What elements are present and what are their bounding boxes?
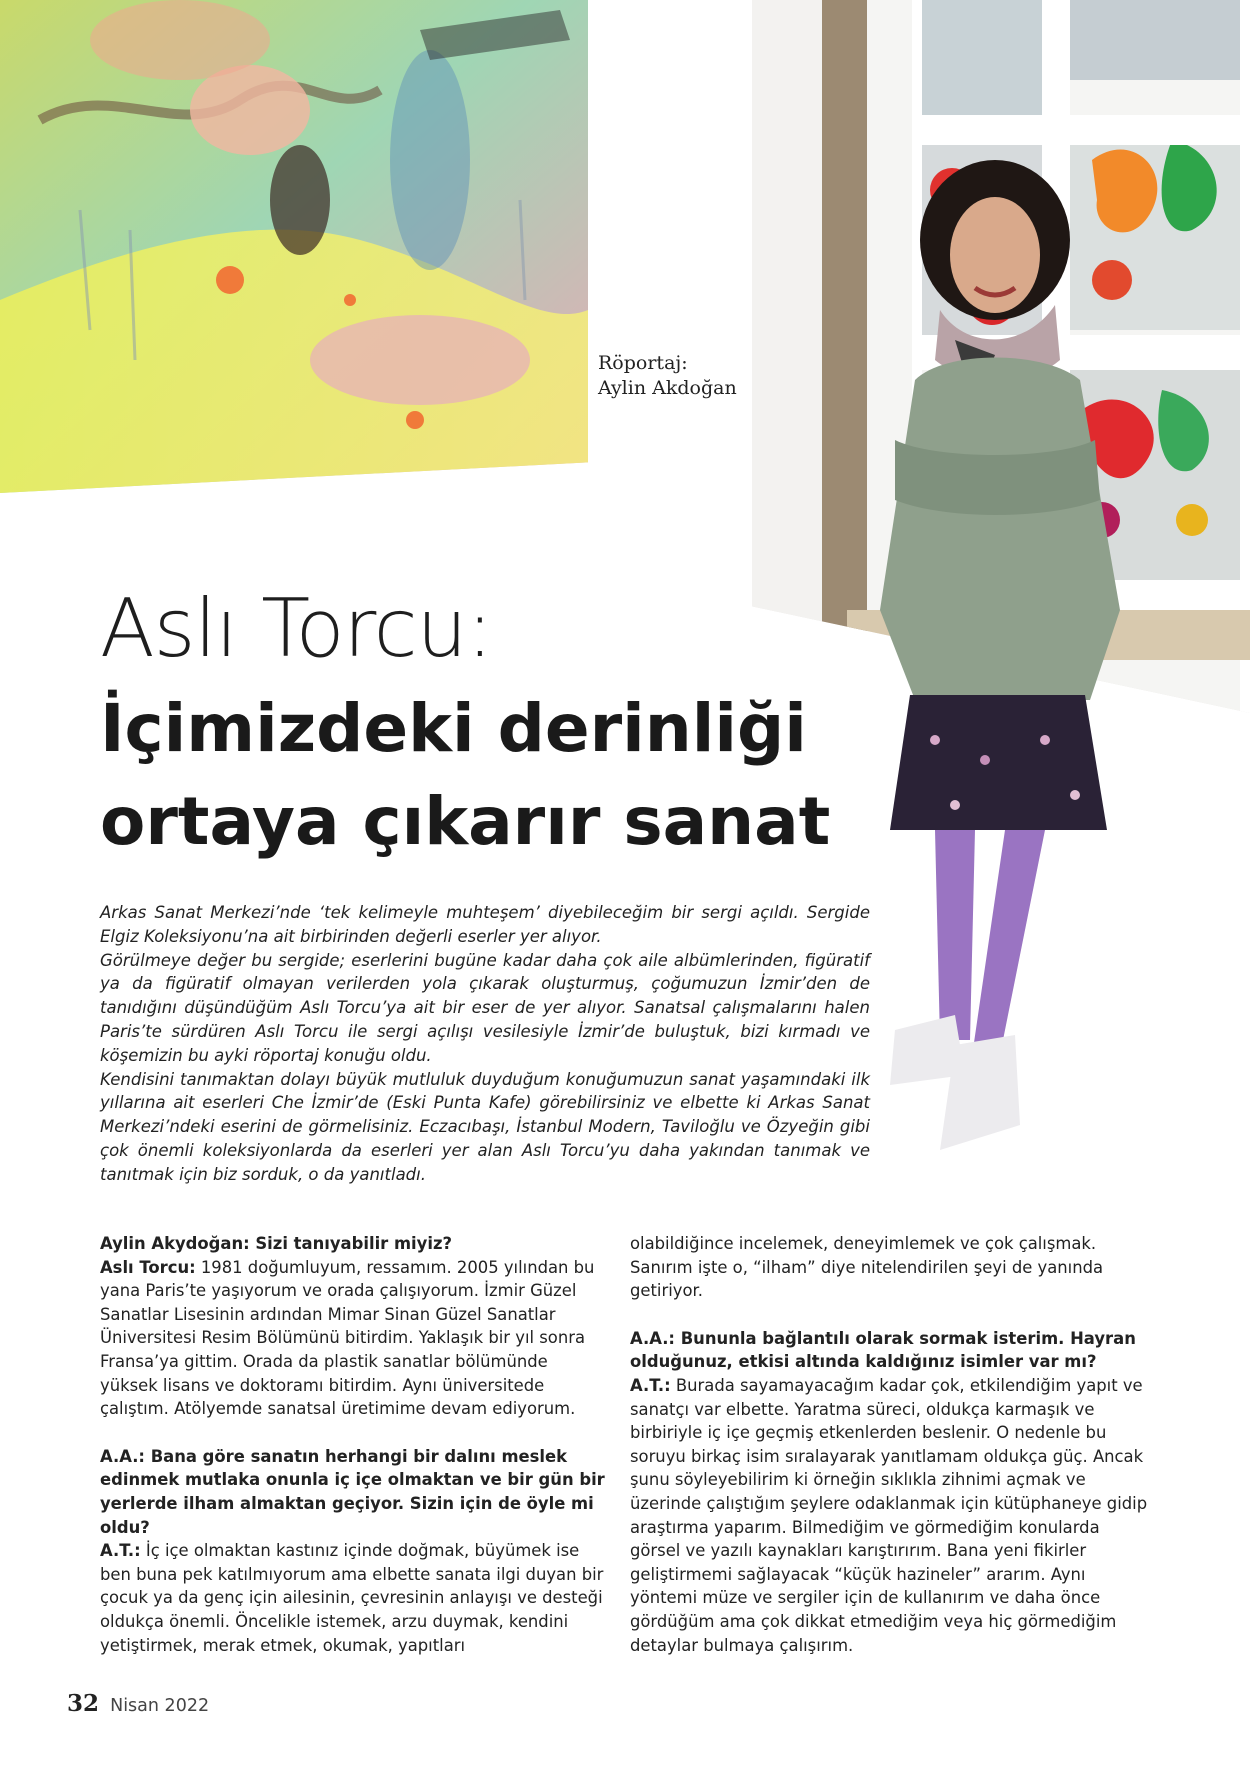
question-2: A.A.: Bana göre sanatın herhangi bir dalını meslek edinmek mutlaka onunla iç içe olmaktan ve bir gün bir yerlerde ilham almaktan geçiyor. Sizin için de öyle mi oldu? [100,1446,605,1537]
answer-3 [630,1374,1150,1657]
answer-speaker: A.T.: [630,1375,671,1395]
article-title-line-2: ortaya çıkarır sanat [100,783,831,860]
intro-paragraph: Kendisini tanımaktan dolayı büyük mutluluk duyduğum konuğumuzun sanat yaşamındaki ilk yıllarına ait eserleri Che İzmir’de (Eski Punta Kafe) görebilirsiniz ve elbette ki Arkas Sanat Merkezi’ndeki eserini de görmelisiniz. Eczacıbaşı, İstanbul Modern, Taviloğlu ve Özyeğin gibi çok önemli koleksiyonlarda da eserleri yer alan Aslı Torcu’yu daha yakından tanımak ve tanıtmak için biz sorduk, o da yanıtladı. [100,1069,870,1184]
portrait-photo [845,140,1130,1170]
intro-paragraph: Görülmeye değer bu sergide; eserlerini bugüne kadar daha çok aile albümlerinden, figüratif ya da figüratif olmayan verilerden yola çıkarak oluşturmuş, çoğumuzun İzmir’den de tanıdığını düşündüğüm Aslı Torcu’ya ait bir eser de yer alıyor. Sanatsal çalışmalarını halen Paris’te sürdüren Aslı Torcu ile sergi açılışı vesilesiyle İzmir’de buluştuk, bizi kırmadı ve köşemizin bu ayki röportaj konuğu oldu. [100,950,870,1065]
intro-paragraph: Arkas Sanat Merkezi’nde ‘tek kelimeyle muhteşem’ diyebileceğim bir sergi açıldı. Sergide Elgiz Koleksiyonu’na ait birbirinden değerli eserler yer alıyor. [100,903,870,946]
answer-speaker: Aslı Torcu: [100,1257,196,1277]
question-1: Aylin Akydoğan: Sizi tanıyabilir miyiz? [100,1234,453,1253]
answer-speaker: A.T.: [100,1541,141,1561]
body-column-right [630,1232,1150,1657]
answer-text: Burada sayamayacağım kadar çok, etkilendiğim yapıt ve sanatçı var elbette. Yaratma süreci, oldukça karmaşık ve birbiriyle iç içe geçmiş etkenlerden beslenir. O nedenle bu soruyu birkaç isim sıralayarak yanıtlamam oldukça güç. Ancak şunu söyleyebilirim ki örneğin sıklıkla zihnimi açmak ve üzerinde çalıştığım şeylere odaklanmak için kütüphaneye gidip araştırma yaparım. Bilmediğim ve görmediğim konularda görsel ve yazılı kaynakları karıştırırım. Bana yeni fikirler geliştirmemi sağlayacak “küçük hazineler” ararım. Aynı yöntemi müze ve sergiler için de kullanırım ve daha önce gördüğüm ama çok dikkat etmediğim veya hiç görmediğim detaylar bulmaya çalışırım. [630,1375,1148,1655]
answer-2-continued: olabildiğince incelemek, deneyimlemek ve çok çalışmak. Sanırım işte o, “ilham” diye nitelendirilen şeyi de yanında getiriyor. [630,1234,1104,1301]
page-number: 32 [67,1690,100,1717]
credit-author: Aylin Akdoğan [598,377,737,399]
answer-text: İç içe olmaktan kastınız içinde doğmak, büyümek ise ben buna pek katılmıyorum ama elbette sanata ilgi duyan bir çocuk ya da genç için ailesinin, çevresinin anlayışı ve desteği oldukça önemli. Öncelikle istemek, arzu duymak, kendini yetiştirmek, merak etmek, okumak, yapıtları [100,1541,604,1655]
interview-credit [598,351,737,401]
article-title-line-1: İçimizdeki derinliği [100,690,807,767]
answer-text: 1981 doğumluyum, ressamım. 2005 yılından bu yana Paris’te yaşıyorum ve orada çalışıyorum. İzmir Güzel Sanatlar Lisesinin ardından Mimar Sinan Güzel Sanatlar Üniversitesi Resim Bölümünü bitirdim. Yaklaşık bir yıl sonra Fransa’ya gittim. Orada da plastik sanatlar bölümünde yüksek lisans ve doktoramı bitirdim. Aynı üniversitede çalıştım. Atölyemde sanatsal üretimime devam ediyorum. [100,1257,595,1419]
article-intro [100,901,870,1187]
body-column-left [100,1232,610,1657]
page-footer [67,1690,209,1717]
article-title-name: Aslı Torcu: [100,582,493,675]
answer-1 [100,1256,610,1421]
answer-2 [100,1539,610,1657]
credit-label: Röportaj: [598,352,688,374]
issue-date: Nisan 2022 [110,1696,210,1716]
painting-photo [0,0,588,493]
question-3: A.A.: Bununla bağlantılı olarak sormak isterim. Hayran olduğunuz, etkisi altında kaldığınız isimler var mı? [630,1328,1136,1372]
